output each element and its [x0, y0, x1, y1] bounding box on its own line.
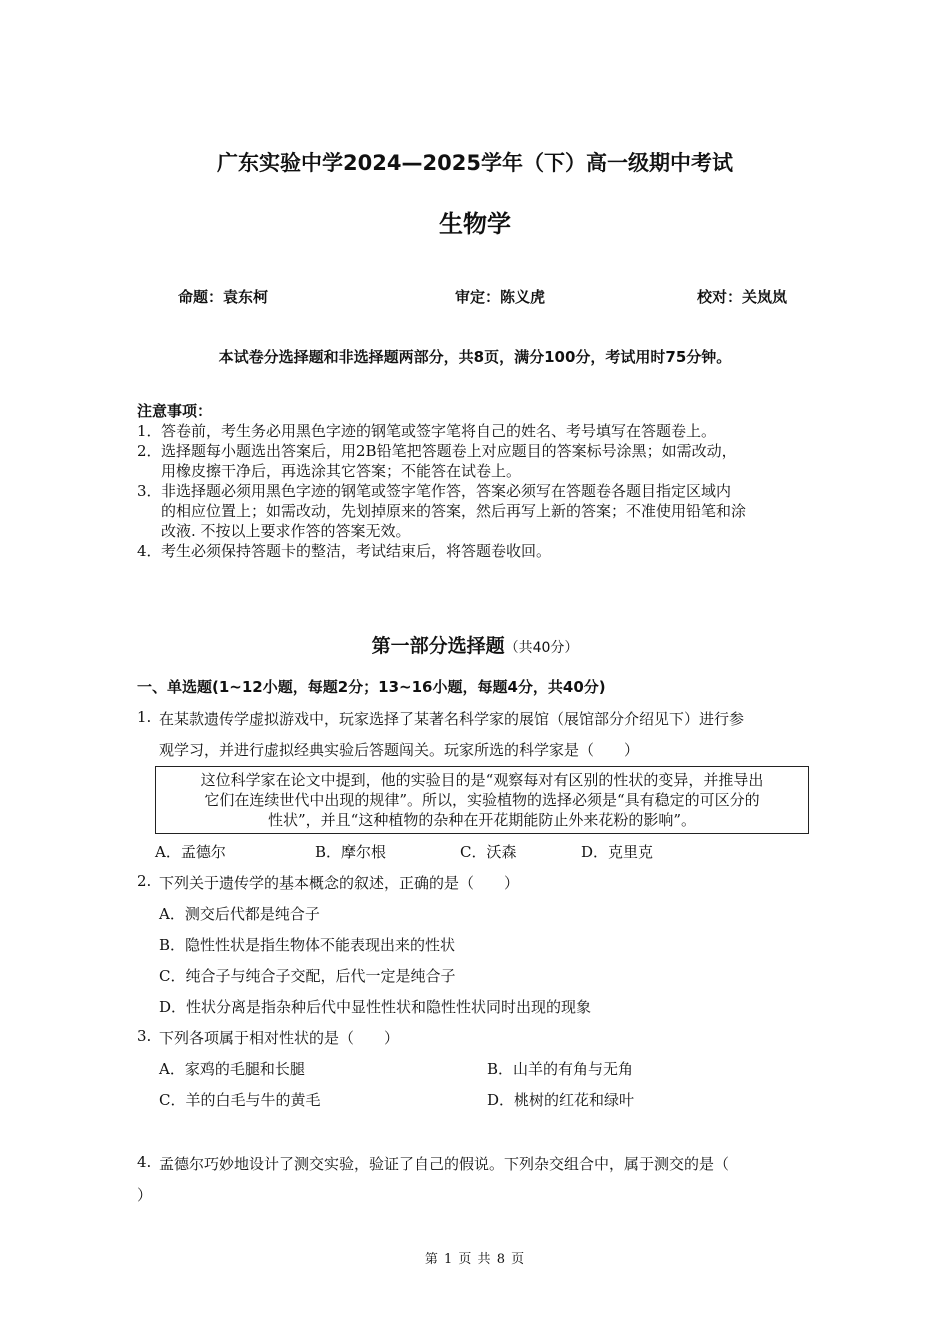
- option-a[interactable]: A．孟德尔: [155, 843, 226, 861]
- staff-proofreader: 校对：关岚岚: [697, 288, 788, 306]
- question-text-line: ）: [137, 1186, 153, 1204]
- box-line: 性状”，并且“这种植物的杂种在开花期能防止外来花粉的影响”。: [267, 811, 696, 829]
- part-one-title: [0, 631, 950, 658]
- option-d[interactable]: D．性状分离是指杂种后代中显性性状和隐性性状同时出现的现象: [159, 998, 592, 1016]
- question-text-line: 下列各项属于相对性状的是（ ）: [159, 1029, 400, 1047]
- question-text-line: 孟德尔巧妙地设计了测交实验，验证了自己的假说。下列杂交组合中，属于测交的是（: [159, 1155, 730, 1173]
- staff-reviewer: 审定：陈义虎: [455, 288, 546, 306]
- note-line: 非选择题必须用黑色字迹的钢笔或签字笔作答，答案必须写在答题卷各题目指定区域内: [161, 482, 732, 500]
- notes-section: [137, 401, 817, 561]
- page-footer: 第 1 页 共 8 页: [424, 1252, 526, 1267]
- question-number: 2.: [137, 872, 152, 890]
- note-line: 的相应位置上；如需改动，先划掉原来的答案，然后再写上新的答案；不准使用铅笔和涂: [161, 502, 747, 520]
- note-item: [137, 441, 817, 481]
- question-text-line: 观学习，并进行虚拟经典实验后答题闯关。玩家所选的科学家是（ ）: [159, 741, 640, 759]
- box-line: 这位科学家在论文中提到，他的实验目的是“观察每对有区别的性状的变异，并推导出: [200, 771, 764, 789]
- note-line: 用橡皮擦干净后，再选涂其它答案；不能答在试卷上。: [161, 462, 522, 480]
- note-line: 考生必须保持答题卡的整洁，考试结束后，将答题卷收回。: [161, 542, 552, 560]
- note-line: 选择题每小题选出答案后，用2B铅笔把答题卷上对应题目的答案标号涂黑；如需改动，: [161, 442, 737, 460]
- part-title-text: 第一部分选择题: [371, 635, 505, 657]
- question-number: 4.: [137, 1153, 152, 1171]
- note-item: [137, 481, 817, 541]
- question-text-line: 下列关于遗传学的基本概念的叙述，正确的是（ ）: [159, 874, 520, 892]
- box-line: 它们在连续世代中出现的规律”。所以，实验植物的选择必须是“具有稳定的可区分的: [204, 791, 760, 809]
- exam-title: 广东实验中学2024—2025学年（下）高一级期中考试: [217, 151, 733, 175]
- option-b[interactable]: B．摩尔根: [315, 843, 387, 861]
- question-number: 3.: [137, 1027, 152, 1045]
- note-item: [137, 421, 817, 441]
- part-score: （共40分）: [504, 640, 579, 656]
- option-b[interactable]: B．山羊的有角与无角: [487, 1060, 634, 1078]
- note-item: [137, 541, 817, 561]
- note-line: 答卷前，考生务必用黑色字迹的钢笔或签字笔将自己的姓名、考号填写在答题卷上。: [161, 422, 717, 440]
- option-d[interactable]: D．桃树的红花和绿叶: [487, 1091, 635, 1109]
- exam-intro: 本试卷分选择题和非选择题两部分，共8页，满分100分，考试用时75分钟。: [218, 348, 732, 366]
- exhibit-intro-box: [155, 766, 809, 834]
- option-d[interactable]: D．克里克: [581, 843, 654, 861]
- section-heading: 一、单选题(1~12小题，每题2分；13~16小题，每题4分，共40分): [137, 678, 606, 696]
- option-c[interactable]: C．沃森: [460, 843, 517, 861]
- option-c[interactable]: C．纯合子与纯合子交配，后代一定是纯合子: [159, 967, 456, 985]
- option-a[interactable]: A．家鸡的毛腿和长腿: [159, 1060, 305, 1078]
- option-b[interactable]: B．隐性性状是指生物体不能表现出来的性状: [159, 936, 456, 954]
- note-number: 4．: [137, 542, 162, 560]
- subject-title: 生物学: [439, 210, 511, 238]
- note-line: 改液. 不按以上要求作答的答案无效。: [161, 522, 411, 540]
- option-a[interactable]: A．测交后代都是纯合子: [159, 905, 320, 923]
- question-number: 1.: [137, 708, 152, 726]
- note-number: 3．: [137, 482, 162, 500]
- option-c[interactable]: C．羊的白毛与牛的黄毛: [159, 1091, 321, 1109]
- question-text-line: 在某款遗传学虚拟游戏中，玩家选择了某著名科学家的展馆（展馆部分介绍见下）进行参: [159, 710, 745, 728]
- notes-heading: 注意事项：: [137, 402, 213, 420]
- note-number: 2．: [137, 442, 162, 460]
- note-number: 1．: [137, 422, 162, 440]
- staff-author: 命题：袁东柯: [178, 288, 269, 306]
